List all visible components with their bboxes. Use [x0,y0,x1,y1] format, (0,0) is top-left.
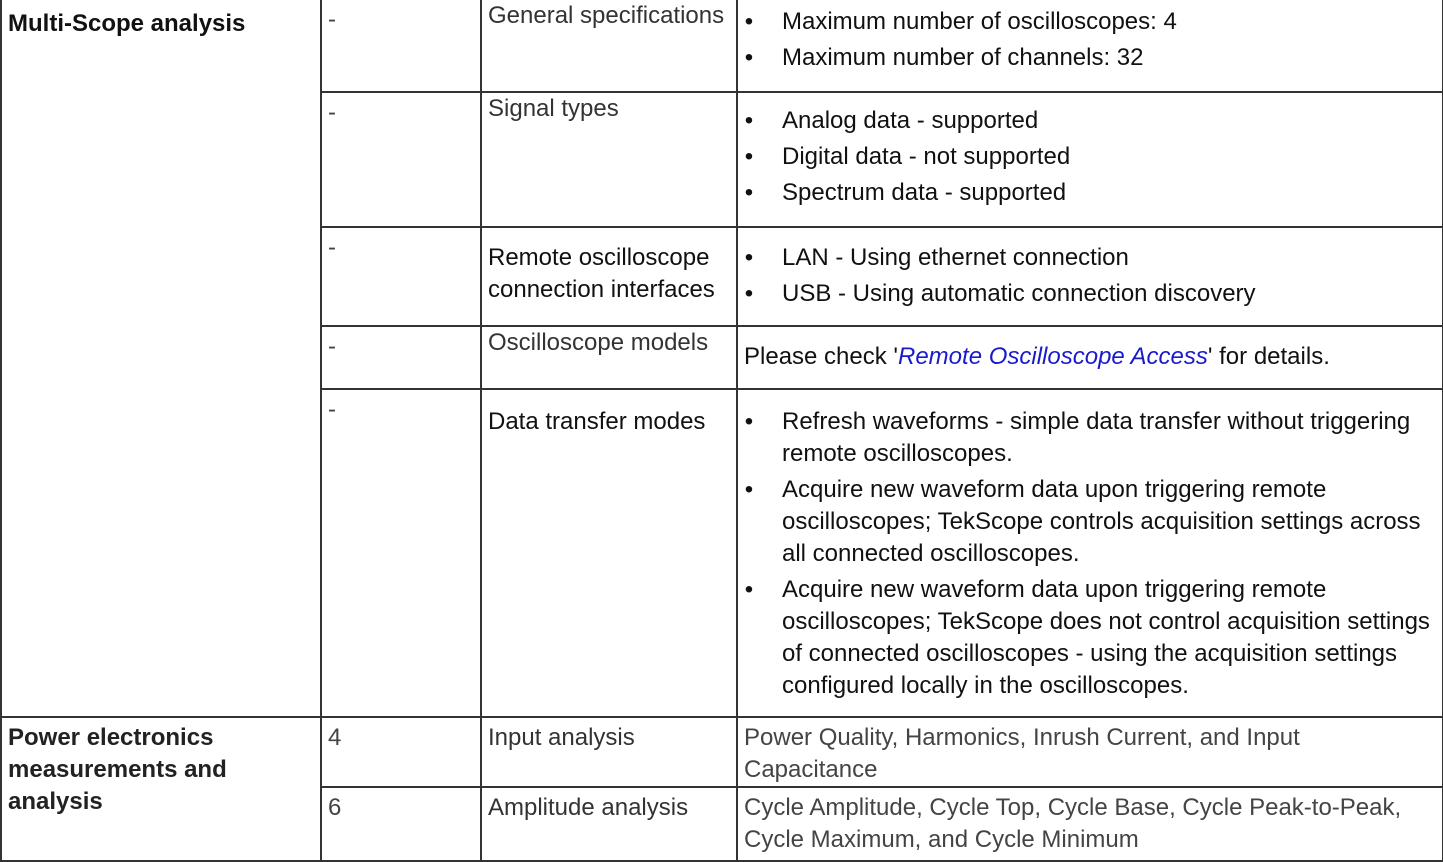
feature-label: Signal types [488,95,619,122]
feature-cell [481,92,737,227]
feature-cell [481,0,737,92]
list-item [744,406,1434,470]
details-cell [737,92,1443,227]
count-value: - [328,99,336,126]
count-cell [321,717,481,787]
category-label: Multi-Scope analysis [8,10,246,37]
feature-cell [481,389,737,717]
bullet-icon: • [744,408,754,435]
bullet-icon: • [744,244,754,271]
count-cell [321,92,481,227]
count-cell [321,326,481,389]
list-item-text: LAN - Using ethernet connection [782,244,1129,271]
details-text: Cycle Amplitude, Cycle Top, Cycle Base, Cycle Peak-to-Peak, Cycle Maximum, and Cycle Minimum [744,794,1402,853]
list-item [744,177,1434,209]
details-list [744,242,1434,310]
list-item [744,42,1434,74]
list-item [744,242,1434,274]
list-item-text: USB - Using automatic connection discovery [782,280,1256,307]
details-cell [737,326,1443,389]
bullet-icon: • [744,179,754,206]
feature-label: General specifications [488,2,725,29]
details-cell [737,0,1443,92]
bullet-icon: • [744,44,754,71]
category-label: Power electronics measurements and analysis [8,724,227,815]
details-text [744,341,1434,373]
list-item-text: Maximum number of oscilloscopes: 4 [782,8,1177,35]
table-row [1,717,1443,787]
count-value: - [328,333,336,360]
count-cell [321,0,481,92]
details-suffix: ' for details. [1207,343,1330,370]
feature-cell [481,326,737,389]
details-list [744,406,1434,702]
count-value: 4 [328,724,342,751]
count-value: - [328,6,336,33]
details-cell [737,389,1443,717]
remote-oscilloscope-access-link[interactable]: Remote Oscilloscope Access [898,343,1208,370]
list-item-text: Acquire new waveform data upon triggering remote oscilloscopes; TekScope controls acquisition settings across all connected oscilloscopes. [782,476,1421,567]
feature-label: Amplitude analysis [488,794,689,821]
feature-cell [481,717,737,787]
list-item [744,105,1434,137]
feature-label: Data transfer modes [488,408,706,435]
list-item-text: Digital data - not supported [782,143,1071,170]
bullet-icon: • [744,8,754,35]
feature-label: Oscilloscope models [488,329,709,356]
bullet-icon: • [744,143,754,170]
bullet-icon: • [744,476,754,503]
list-item-text: Analog data - supported [782,107,1039,134]
feature-cell [481,227,737,326]
details-prefix: Please check ' [744,343,898,370]
category-cell [1,0,321,717]
count-cell [321,227,481,326]
details-list [744,6,1434,74]
count-value: - [328,234,336,261]
list-item-text: Refresh waveforms - simple data transfer without triggering remote oscilloscopes. [782,408,1411,467]
feature-label: Remote oscilloscope connection interfaces [488,244,715,303]
list-item-text: Maximum number of channels: 32 [782,44,1144,71]
feature-label: Input analysis [488,724,635,751]
count-value: - [328,396,336,423]
count-value: 6 [328,794,342,821]
list-item [744,6,1434,38]
details-list [744,105,1434,209]
list-item [744,574,1434,702]
list-item [744,278,1434,310]
bullet-icon: • [744,107,754,134]
details-cell [737,227,1443,326]
list-item-text: Spectrum data - supported [782,179,1067,206]
bullet-icon: • [744,576,754,603]
list-item-text: Acquire new waveform data upon triggering remote oscilloscopes; TekScope does not control acquisition settings of connected oscilloscopes - using the acquisition settings configured locally in the oscilloscopes. [782,576,1430,699]
details-cell [737,717,1443,787]
count-cell [321,389,481,717]
list-item [744,474,1434,570]
list-item [744,141,1434,173]
bullet-icon: • [744,280,754,307]
table-row [1,0,1443,92]
category-cell [1,717,321,861]
details-text: Power Quality, Harmonics, Inrush Current, and Input Capacitance [744,724,1300,783]
